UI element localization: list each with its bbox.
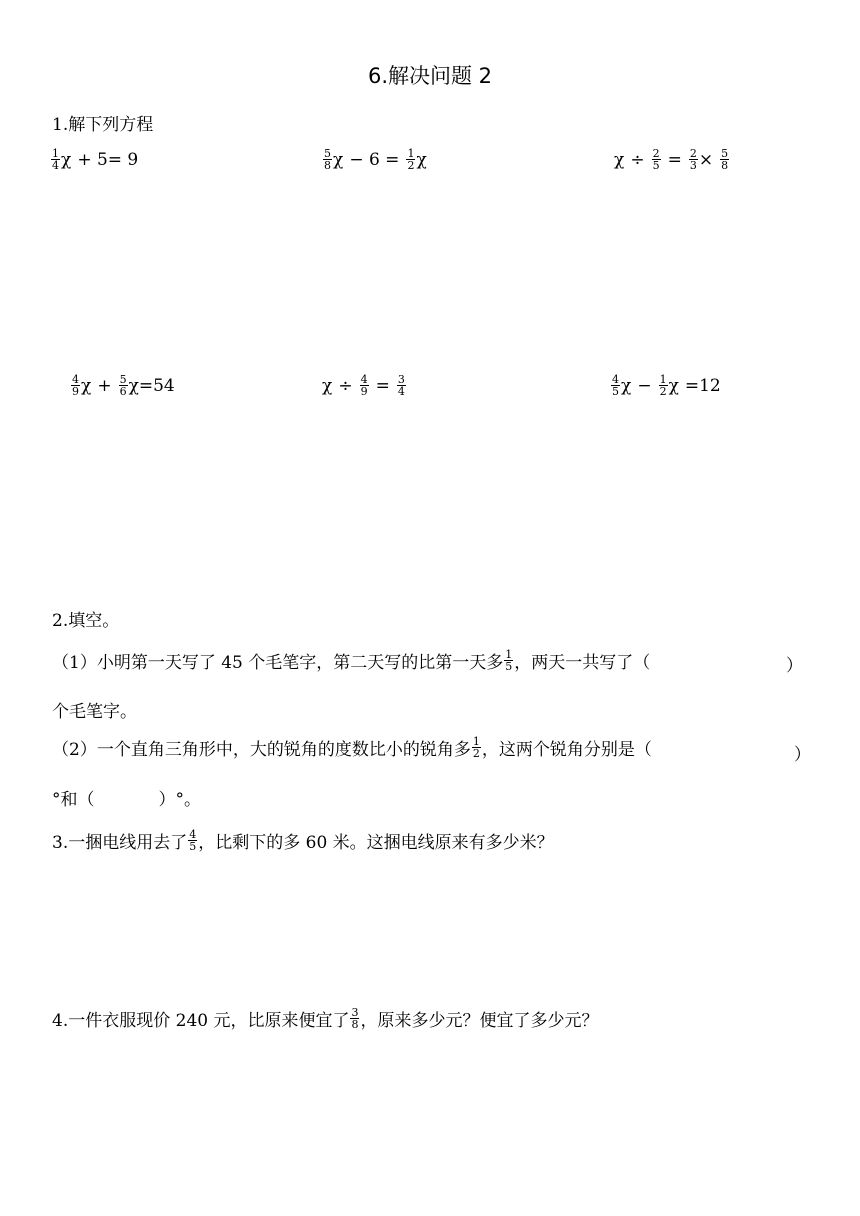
fraction: $\frac{4}{5}$ — [189, 828, 197, 853]
equation-4: $\frac{4}{9}$ χ + $\frac{5}{6}$ χ =54 — [72, 373, 175, 398]
fraction: $\frac{2}{3}$ — [689, 147, 697, 172]
fraction: $\frac{1}{2}$ — [472, 735, 480, 760]
question-4: 4.一件衣服现价 240 元，比原来便宜了 $\frac{3}{8}$ ，原来多少元？便宜了多少元？ — [52, 1006, 599, 1031]
question-2-heading: 2.填空。 — [52, 611, 120, 631]
fraction: $\frac{1}{2}$ — [659, 373, 667, 398]
fraction: $\frac{5}{6}$ — [119, 373, 127, 398]
question-2-item-2: （2）一个直角三角形中，大的锐角的度数比小的锐角多 $\frac{1}{2}$ ，这两个锐角分别是（ — [52, 735, 652, 760]
fraction: $\frac{5}{8}$ — [324, 147, 331, 172]
question-3: 3.一捆电线用去了 $\frac{4}{5}$ ，比剩下的多 60 米。这捆电线原来有多少米？ — [52, 828, 554, 853]
question-1-heading: 1.解下列方程 — [52, 115, 154, 135]
fraction: $\frac{5}{8}$ — [721, 147, 729, 172]
fraction: $\frac{1}{2}$ — [407, 147, 415, 172]
fraction: $\frac{4}{9}$ — [360, 373, 368, 398]
answer-blank-2-close: ） — [794, 745, 811, 765]
answer-blank-1-close: ） — [786, 656, 803, 676]
equation-1: $\frac{1}{4}$ χ + 5= 9 — [52, 147, 139, 172]
fraction: $\frac{3}{4}$ — [397, 373, 405, 398]
equation-2: $\frac{5}{8}$ χ − 6 = $\frac{1}{2}$ χ — [324, 147, 427, 172]
equation-6: $\frac{4}{5}$ χ − $\frac{1}{2}$ χ =12 — [612, 373, 721, 398]
equation-5: χ ÷ $\frac{4}{9}$ = $\frac{3}{4}$ — [322, 373, 405, 398]
fraction: $\frac{2}{5}$ — [652, 147, 660, 172]
page-title: 6.解决问题 2 — [367, 64, 493, 88]
question-2-item-1: （1）小明第一天写了 45 个毛笔字，第二天写的比第一天多 $\frac{1}{5}$ ，两天一共写了（ — [52, 648, 651, 673]
fraction: $\frac{4}{5}$ — [612, 373, 619, 398]
question-2-item-2-cont: °和（ ）°。 — [52, 790, 201, 810]
fraction: $\frac{1}{5}$ — [505, 648, 513, 673]
equation-3: χ ÷ $\frac{2}{5}$ = $\frac{2}{3}$ × $\frac{5}{8}$ — [614, 147, 729, 172]
fraction: $\frac{3}{8}$ — [351, 1006, 359, 1031]
fraction: $\frac{4}{9}$ — [72, 373, 79, 398]
question-2-item-1-cont: 个毛笔字。 — [52, 702, 137, 722]
fraction: $\frac{1}{4}$ — [52, 147, 59, 172]
